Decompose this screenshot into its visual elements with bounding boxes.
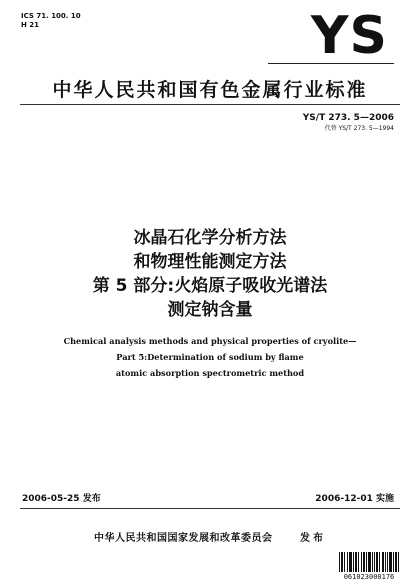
ics-code: ICS 71. 100. 10 xyxy=(21,12,81,20)
chinese-title xyxy=(0,226,420,322)
chinese-title-line-2: 和物理性能测定方法 xyxy=(133,252,287,272)
header-divider xyxy=(20,104,400,105)
english-title-line-2: Part 5:Determination of sodium by flame xyxy=(116,352,304,362)
logo-underline xyxy=(268,63,394,64)
barcode xyxy=(338,552,400,572)
release-label: 发布 xyxy=(300,533,326,544)
chinese-title-line-4: 测定钠含量 xyxy=(167,300,253,320)
issue-date: 2006-05-25 发布 xyxy=(22,494,101,504)
barcode-number: 061023000176 xyxy=(343,573,395,581)
english-title-line-3: atomic absorption spectrometric method xyxy=(115,368,305,378)
issuing-authority: 中华人民共和国国家发展和改革委员会 xyxy=(94,533,273,544)
chinese-title-line-3: 第 5 部分:火焰原子吸收光谱法 xyxy=(92,276,328,296)
footer-divider xyxy=(20,508,400,509)
ys-logo: YS xyxy=(310,6,388,66)
replaces-note: 代替 YS/T 273. 5—1994 xyxy=(324,125,394,132)
standard-number: YS/T 273. 5—2006 xyxy=(302,113,394,123)
standard-category-title: 中华人民共和国有色金属行业标准 xyxy=(52,79,368,101)
implementation-date: 2006-12-01 实施 xyxy=(315,494,394,504)
english-title-line-1: Chemical analysis methods and physical properties of cryolite— xyxy=(63,336,357,346)
english-title xyxy=(0,333,420,381)
class-code: H 21 xyxy=(21,21,40,29)
chinese-title-line-1: 冰晶石化学分析方法 xyxy=(133,228,287,248)
classification-codes xyxy=(21,12,81,30)
